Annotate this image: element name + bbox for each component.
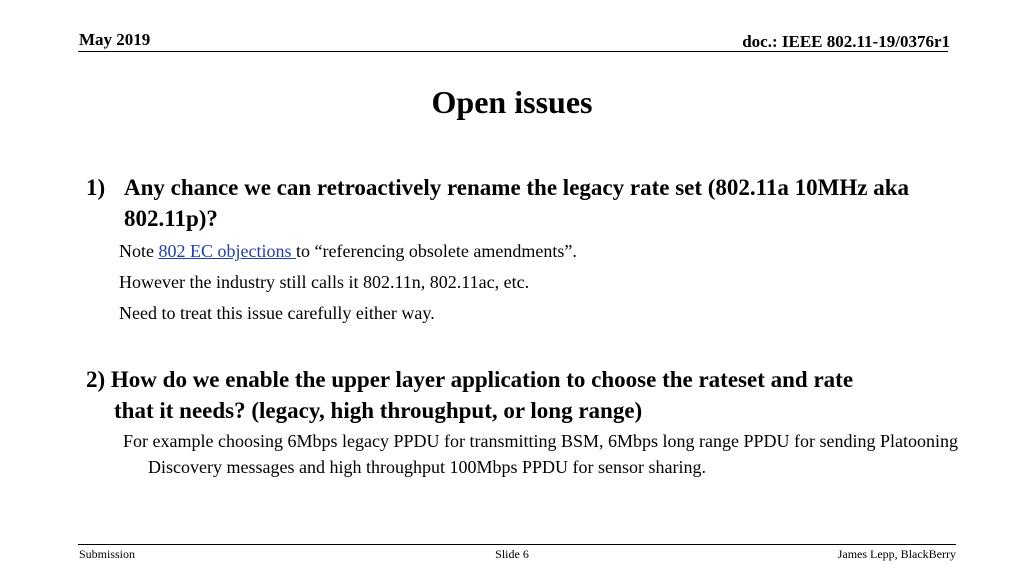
issue2-question-line2: that it needs? (legacy, high throughput, or long range) (114, 398, 643, 423)
note-prefix: Note (119, 241, 159, 261)
issue1-number: 1) (86, 175, 106, 200)
header-divider (78, 51, 948, 52)
issue1-question: Any chance we can retroactively rename the legacy rate set (802.11a 10MHz aka 802.11p)? (124, 175, 909, 231)
issue2-example: For example choosing 6Mbps legacy PPDU for transmitting BSM, 6Mbps long range PPDU for sending Platooning Discovery messages and high throughput 100Mbps PPDU for sensor sharing. (123, 431, 958, 477)
ec-objections-link[interactable]: 802 EC objections (158, 241, 296, 261)
issue1-however: However the industry still calls it 802.11n, 802.11ac, etc. (119, 272, 530, 292)
issue2-question (86, 364, 956, 426)
footer-submission: Submission (79, 547, 136, 561)
header-date: May 2019 (79, 30, 151, 49)
issue1-careful: Need to treat this issue carefully either way. (119, 303, 435, 323)
note-suffix: to “referencing obsolete amendments”. (296, 241, 577, 261)
header-doc-id: doc.: IEEE 802.11-19/0376r1 (742, 32, 950, 51)
slide-title: Open issues (431, 84, 593, 120)
issue1-note (119, 236, 577, 267)
footer-divider (78, 544, 956, 545)
issue2-question-line1: 2) How do we enable the upper layer application to choose the rateset and rate (86, 367, 854, 392)
footer-author: James Lepp, BlackBerry (837, 547, 956, 561)
footer-slide-number: Slide 6 (495, 547, 529, 561)
